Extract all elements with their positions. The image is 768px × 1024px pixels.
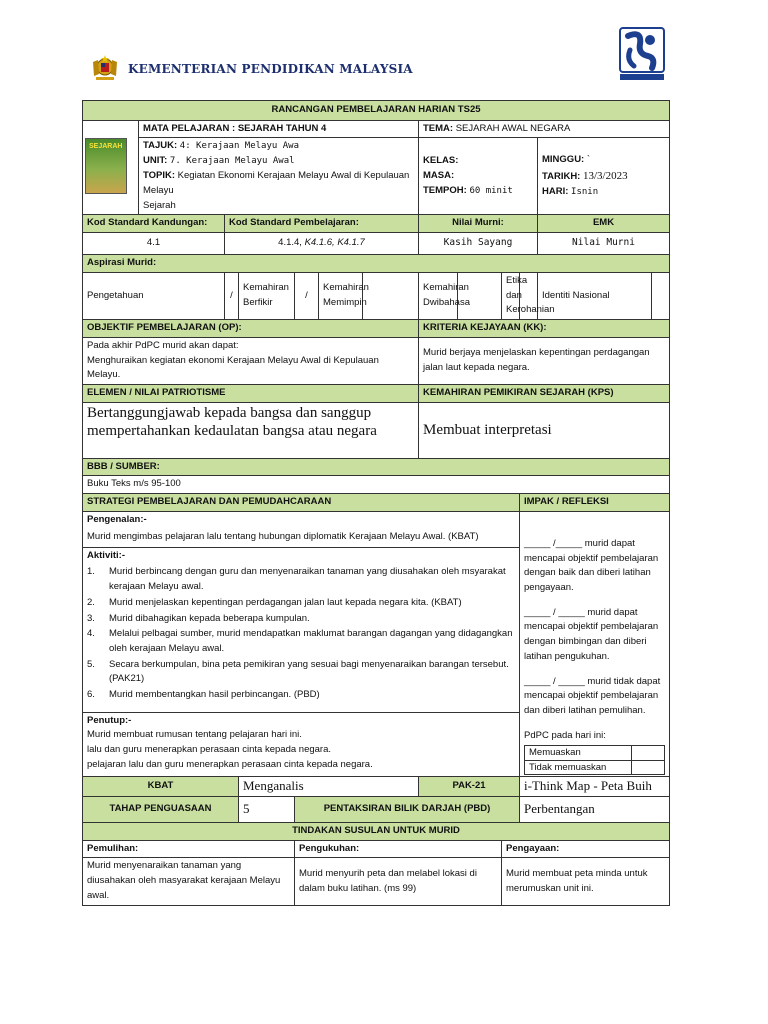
pengukuhan-label: Pengukuhan: [295, 840, 502, 858]
penutup-cell: Penutup:- Murid membuat rumusan tentang pelajaran hari ini. lalu dan guru menerapkan perasaan cinta kepada negara. pelajaran lalu dan guru menerapkan perasaan cinta kepada negara. [83, 712, 520, 777]
book-cover-cell [83, 120, 139, 215]
aspirasi-item-3-mark [458, 272, 502, 319]
aspirasi-item-1-mark: / [295, 272, 319, 319]
pdpc-check-memuaskan[interactable] [632, 746, 665, 760]
aspirasi-item-1-label: Kemahiran Berfikir [239, 272, 295, 319]
aspirasi-item-2-mark [363, 272, 419, 319]
aspirasi-item-4-label: Etika dan Kerohanian [502, 272, 520, 319]
strategi-label: STRATEGI PEMBELAJARAN DAN PEMUDAHCARAAN [83, 494, 520, 512]
tahap-label: TAHAP PENGUASAAN [83, 797, 239, 823]
kbat-label: KBAT [83, 777, 239, 797]
malaysia-crest-icon [90, 54, 120, 84]
aspirasi-item-0-mark: / [225, 272, 239, 319]
elemen-value: Bertanggungjawab kepada bangsa dan sanggup mempertahankan kedaulatan bangsa atau negara [83, 402, 419, 458]
theme-cell: TEMA: SEJARAH AWAL NEGARA [419, 120, 670, 138]
aktiviti-cell: Aktiviti:- 1. Murid berbincang dengan guru dan menyenaraikan tanaman yang diusahakan oleh msyarakat kerajaan Melayu awal. 2. Murid menjelaskan kepentingan perdagangan jalan laut kepada negara kita. (KBAT) 3. Murid dibahagikan kepada beberapa kumpulan. 4. Melalui pelbagai sumber, murid mendapatkan maklumat barangan dagangan yang didagangkan oleh kerajaan Melayu awal. 5. Secara berkumpulan, bina peta pemikiran yang sesuai bagi menyenaraikan barangan tersebut. (PAK21) 6. Murid membentangkan hasil perbincangan. (PBD) [83, 547, 520, 712]
unit-value: 7. Kerajaan Melayu Awal [169, 156, 295, 167]
list-item: 4. Melalui pelbagai sumber, murid mendapatkan maklumat barangan dagangan yang didagangkan oleh kerajaan Melayu awal. [87, 628, 513, 654]
ksp-label: Kod Standard Pembelajaran: [225, 215, 419, 233]
ksp-value: 4.1.4, K4.1.6, K4.1.7 [225, 233, 419, 255]
pbd-value: Perbentangan [520, 797, 670, 823]
kps-value: Membuat interpretasi [419, 402, 670, 458]
pengayaan-label: Pengayaan: [502, 840, 670, 858]
aspirasi-item-2-label: Kemahiran Memimpin [319, 272, 363, 319]
ksk-value: 4.1 [83, 233, 225, 255]
pdpc-table [524, 745, 665, 775]
pengukuhan-value: Murid menyurih peta dan melabel lokasi di dalam buku latihan. (ms 99) [295, 858, 502, 905]
list-item: 1. Murid berbincang dengan guru dan menyenaraikan tanaman yang diusahakan oleh msyarakat kerajaan Melayu awal. [87, 566, 506, 593]
impak-line-3: _____ / _____ murid tidak dapat mencapai objektif pembelajaran dan diberi latihan pemulihan. [524, 675, 661, 716]
pak21-value: i-Think Map - Peta Buih [520, 777, 670, 797]
ts25-logo-icon [618, 26, 666, 82]
pemulihan-value: Murid menyenaraikan tanaman yang diusahakan oleh masyarakat kerajaan Melayu awal. [83, 858, 295, 905]
pdpc-option-tidak-memuaskan: Tidak memuaskan [525, 760, 632, 774]
topic-cell: TAJUK: 4: Kerajaan Melayu Awa UNIT: 7. Kerajaan Melayu Awal TOPIK: Kegiatan Ekonomi Kerajaan Melayu Awal di Kepulauan Melayu Sejarah [139, 138, 419, 215]
subject-label: MATA PELAJARAN : SEJARAH TAHUN 4 [139, 120, 419, 138]
kk-value: Murid berjaya menjelaskan kepentingan perdagangan jalan laut kepada negara. [419, 337, 670, 384]
minggu-value: ` [586, 154, 591, 166]
textbook-cover-icon: SEJARAH [85, 138, 127, 194]
aspirasi-item-3-label: Kemahiran Dwibahasa [419, 272, 458, 319]
impak-label: IMPAK / REFLEKSI [520, 494, 670, 512]
ksk-label: Kod Standard Kandungan: [83, 215, 225, 233]
pengenalan-value: Murid mengimbas pelajaran lalu tentang hubungan diplomatik Kerajaan Melayu Awal. (KBAT) [87, 530, 479, 542]
class-time-cell: KELAS: MASA: TEMPOH: 60 minit [419, 138, 538, 215]
kbat-value: Menganalis [239, 777, 419, 797]
aspirasi-label: Aspirasi Murid: [83, 255, 670, 273]
aspirasi-item-0-label: Pengetahuan [83, 272, 225, 319]
impak-line-2: _____ / _____ murid dapat mencapai objektif pembelajaran dengan bimbingan dan diberi latihan pengukuhan. [524, 606, 659, 662]
sejarah-line: Sejarah [143, 199, 176, 211]
list-item: 3. Murid dibahagikan kepada beberapa kumpulan. [87, 612, 310, 624]
list-item: 6. Murid membentangkan hasil perbincangan. (PBD) [87, 689, 320, 701]
page-header [0, 0, 768, 100]
hari-value: Isnin [571, 186, 599, 197]
pdpc-label: PdPC pada hari ini: [524, 729, 606, 741]
nilai-label: Nilai Murni: [419, 215, 538, 233]
lesson-plan-table [82, 100, 670, 906]
tempoh-value: 60 minit [469, 185, 513, 196]
bbb-value: Buku Teks m/s 95-100 [83, 476, 670, 494]
pengenalan-cell: Pengenalan:- Murid mengimbas pelajaran lalu tentang hubungan diplomatik Kerajaan Melayu Awal. (KBAT) [83, 511, 520, 547]
pdpc-check-tidak-memuaskan[interactable] [632, 760, 665, 774]
pemulihan-label: Pemulihan: [83, 840, 295, 858]
pak21-label: PAK-21 [419, 777, 520, 797]
tarikh-value: 13/3/2023 [582, 169, 628, 182]
aktiviti-list [87, 565, 515, 702]
pdpc-option-memuaskan: Memuaskan [525, 746, 632, 760]
emk-value: Nilai Murni [538, 233, 670, 255]
pbd-label: PENTAKSIRAN BILIK DARJAH (PBD) [295, 797, 520, 823]
tahap-value: 5 [239, 797, 295, 823]
ministry-name: KEMENTERIAN PENDIDIKAN MALAYSIA [128, 62, 413, 76]
impak-line-1: _____ /_____ murid dapat mencapai objektif pembelajaran dengan baik dan diberi latihan pengayaan. [524, 537, 659, 593]
op-value: Pada akhir PdPC murid akan dapat: Menghuraikan kegiatan ekonomi Kerajaan Melayu Awal di Kepulauan Melayu. [83, 337, 419, 384]
list-item: 5. Secara berkumpulan, bina peta pemikiran yang sesuai bagi menyenaraikan barangan tersebut. (PAK21) [87, 658, 509, 685]
date-cell: MINGGU: ` TARIKH: 13/3/2023 HARI: Isnin [538, 138, 670, 215]
tajuk-value: 4: Kerajaan Melayu Awa [179, 141, 299, 152]
theme-value: SEJARAH AWAL NEGARA [455, 122, 571, 134]
kk-label: KRITERIA KEJAYAAN (KK): [419, 320, 670, 338]
tindakan-label: TINDAKAN SUSULAN UNTUK MURID [83, 823, 670, 841]
nilai-value: Kasih Sayang [419, 233, 538, 255]
plan-title: RANCANGAN PEMBELAJARAN HARIAN TS25 [83, 101, 670, 121]
topik-value: Kegiatan Ekonomi Kerajaan Melayu Awal di Kepulauan Melayu [143, 170, 410, 197]
impak-cell [520, 511, 670, 776]
aspirasi-item-5-label: Identiti Nasional [538, 272, 652, 319]
kps-label: KEMAHIRAN PEMIKIRAN SEJARAH (KPS) [419, 384, 670, 402]
pengayaan-value: Murid membuat peta minda untuk merumuskan unit ini. [502, 858, 670, 905]
aspirasi-item-5-mark [652, 272, 670, 319]
emk-label: EMK [538, 215, 670, 233]
op-label: OBJEKTIF PEMBELAJARAN (OP): [83, 320, 419, 338]
elemen-label: ELEMEN / NILAI PATRIOTISME [83, 384, 419, 402]
list-item: 2. Murid menjelaskan kepentingan perdagangan jalan laut kepada negara kita. (KBAT) [87, 596, 462, 608]
bbb-label: BBB / SUMBER: [83, 458, 670, 476]
